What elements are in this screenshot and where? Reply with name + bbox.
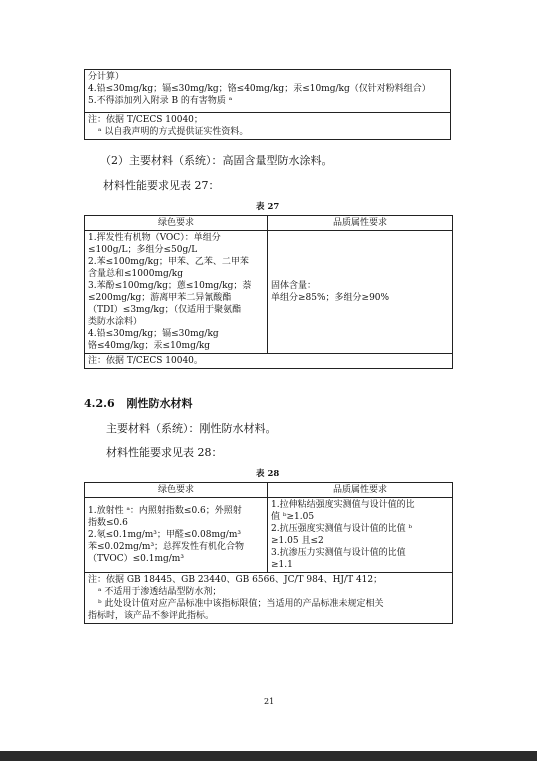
table-text-line: 分计算）: [88, 72, 125, 82]
column-header: 品质属性要求: [268, 216, 453, 231]
table-text-line: 固体含量：: [271, 281, 317, 291]
table-text-line: 类防水涂料）: [88, 317, 143, 327]
section-a-intro: （2）主要材料（系统）：高固含量型防水涂料。: [100, 154, 333, 167]
table-note-line: ᵃ 不适用于渗透结晶型防水剂；: [98, 587, 222, 597]
table-text-line: 2.抗压强度实测值与设计值的比值 ᵇ: [271, 524, 413, 534]
section-b-requirement-line: 材料性能要求见表 28：: [106, 446, 223, 459]
quality-requirements-cell: [268, 498, 453, 573]
green-requirements-cell: [85, 231, 268, 354]
section-b-intro: 主要材料（系统）：刚性防水材料。: [106, 422, 277, 435]
table-text-line: 2.苯≤100mg/kg；甲苯、乙苯、二甲苯: [88, 257, 249, 267]
table-text-line: 4.铅≤30mg/kg；镉≤30mg/kg；铬≤40mg/kg；汞≤10mg/kg（仅针对粉料组合）: [88, 84, 431, 94]
section-a-requirement-line: 材料性能要求见表 27：: [103, 179, 220, 192]
table-text-line: 1.拉伸粘结强度实测值与设计值的比: [271, 500, 415, 510]
table-note-line: ᵇ 此处设计值对应产品标准中该指标限值；当适用的产品标准未规定相关: [98, 599, 384, 609]
table-note-line: 注：依据 T/CECS 10040；: [88, 115, 203, 125]
table-text-line: ≥1.1: [271, 560, 293, 570]
section-heading: [84, 395, 192, 411]
table-text-line: ≥1.05 且≤2: [271, 536, 324, 546]
table-note-cell: [85, 113, 451, 140]
table-note-cell: [85, 573, 453, 624]
table-cell: [85, 70, 451, 113]
quality-requirements-cell: [268, 231, 453, 354]
table-28: [84, 482, 453, 624]
table-note-cell: 注：依据 T/CECS 10040。: [85, 354, 453, 369]
table-27-caption: 表 27: [256, 202, 280, 212]
table-text-line: 苯≤0.02mg/m³；总挥发性有机化合物: [88, 542, 245, 552]
section-heading-title: 刚性防水材料: [126, 397, 193, 410]
table-text-line: 指数≤0.6: [88, 518, 128, 528]
top-continuation-table: [84, 69, 451, 140]
page-number: 21: [264, 697, 275, 706]
table-row: [85, 231, 453, 354]
table-note-line: 注：依据 GB 18445、GB 23440、GB 6566、JC/T 984、HJ/T 412；: [88, 575, 383, 585]
table-note-row: [85, 354, 453, 369]
table-note-row: [85, 113, 451, 140]
table-text-line: ≤100g/L；多组分≤50g/L: [88, 245, 198, 255]
table-note-row: [85, 573, 453, 624]
table-text-line: 4.铅≤30mg/kg；镉≤30mg/kg: [88, 329, 219, 339]
table-text-line: 含量总和≤1000mg/kg: [88, 269, 183, 279]
table-note-line: 指标时，该产品不参评此指标。: [88, 611, 215, 621]
table-27: [84, 215, 453, 369]
table-text-line: ≤200mg/kg；游离甲苯二异氰酸酯: [88, 293, 232, 303]
table-text-line: 值 ᵇ≥1.05: [271, 512, 315, 522]
table-text-line: 3.苯酚≤100mg/kg；蒽≤10mg/kg；萘: [88, 281, 252, 291]
table-header-row: [85, 216, 453, 231]
column-header: 品质属性要求: [268, 483, 453, 498]
green-requirements-cell: [85, 498, 268, 573]
viewer-bottom-bar: [0, 751, 537, 761]
column-header: 绿色要求: [85, 483, 268, 498]
table-text-line: 1.放射性 ᵃ：内照射指数≤0.6；外照射: [88, 506, 242, 516]
table-header-row: [85, 483, 453, 498]
column-header: 绿色要求: [85, 216, 268, 231]
table-text-line: （TVOC）≤0.1mg/m³: [88, 554, 184, 564]
table-text-line: 1.挥发性有机物（VOC）：单组分: [88, 233, 221, 243]
table-note-line: ᵃ 以自我声明的方式提供证实性资料。: [98, 127, 249, 137]
table-text-line: 铬≤40mg/kg；汞≤10mg/kg: [88, 341, 211, 351]
table-text-line: 5.不得添加列入附录 B 的有害物质 ᵃ: [88, 96, 233, 106]
table-text-line: （TDI）≤3mg/kg；（仅适用于聚氨酯: [88, 305, 242, 315]
table-row: [85, 70, 451, 113]
table-text-line: 单组分≥85%；多组分≥90%: [271, 293, 390, 303]
table-28-caption: 表 28: [256, 469, 280, 479]
section-heading-number: 4.2.6: [84, 397, 115, 410]
table-text-line: 3.抗渗压力实测值与设计值的比值: [271, 548, 406, 558]
table-row: [85, 498, 453, 573]
table-text-line: 2.氡≤0.1mg/m³；甲醛≤0.08mg/m³: [88, 530, 241, 540]
